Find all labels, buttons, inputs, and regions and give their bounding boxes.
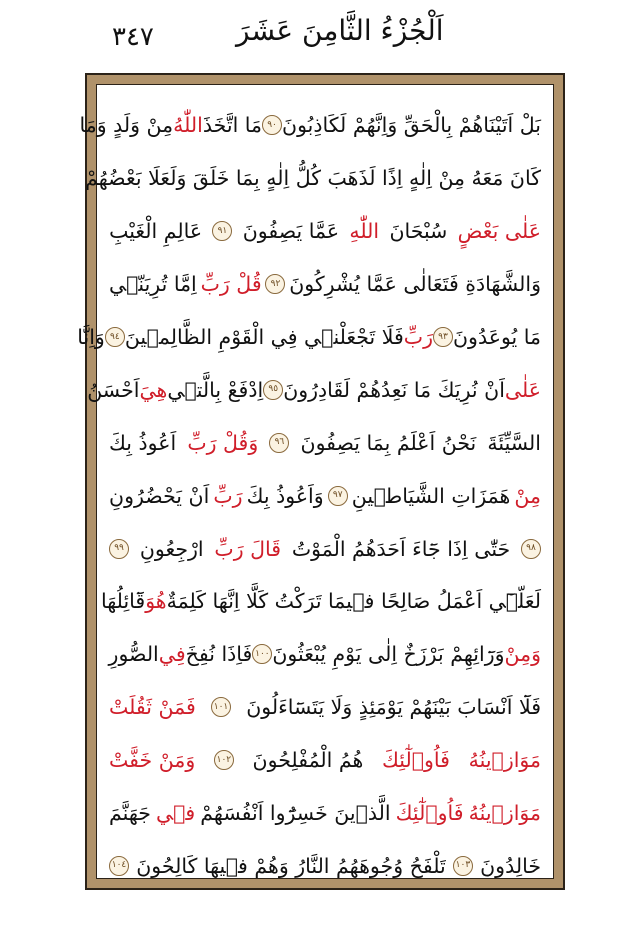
verse-text: السَّيِّئَةَ	[487, 430, 541, 455]
ayah-number-marker: ١٠٤	[109, 856, 129, 876]
verse-line	[109, 734, 541, 787]
verse-text: سُبْحَانَ	[389, 219, 448, 244]
highlighted-text: مَوَاز۪ينُهُ	[468, 801, 541, 826]
verse-text: وَاِنَّا	[77, 325, 105, 349]
page-number: ٣٤٧	[112, 22, 154, 52]
verse-line	[109, 628, 541, 681]
highlighted-text: مَوَاز۪ينُهُ	[468, 748, 541, 773]
verse-text: وَاَعُوذُ بِكَ	[246, 483, 324, 508]
verse-line	[79, 99, 541, 152]
highlighted-text: قُلْ رَبِّ	[200, 272, 262, 297]
verse-text-area	[77, 99, 541, 878]
page-frame-inner	[77, 84, 554, 879]
verse-text: عَمَّا يَصِفُونَ	[242, 219, 340, 244]
highlighted-text: عَلٰى بَعْضٍ	[457, 219, 541, 244]
verse-text: هَمَزَاتِ الشَّيَاط۪ينِ	[351, 483, 511, 508]
verse-line	[109, 469, 541, 522]
verse-text: لَعَلّ۪ٓي اَعْمَلُ صَالِحًا ف۪يمَا تَرَكْتُ كَلَّا اِنَّهَا كَلِمَةٌ	[166, 589, 541, 614]
highlighted-text: هِيَ	[139, 377, 168, 402]
ayah-number-marker: ١٠٣	[453, 856, 473, 876]
ayah-number-marker: ٩٦	[269, 433, 289, 453]
highlighted-text: وَمِنْ	[504, 642, 541, 667]
verse-text: حَتّٰى اِذَا جَٓاءَ اَحَدَهُمُ الْمَوْتُ	[291, 536, 511, 561]
highlighted-text: وَقُلْ رَبِّ	[187, 430, 259, 455]
highlighted-text: وَمَنْ خَفَّتْ	[109, 748, 196, 773]
page-header	[0, 0, 617, 70]
highlighted-text: ف۪ي	[156, 801, 196, 826]
verse-line	[100, 575, 541, 628]
verse-line	[109, 416, 541, 469]
verse-text: اَنْ نُرِيَكَ مَا نَعِدُهُمْ لَقَادِرُونَ	[283, 377, 505, 402]
verse-text: خَالِدُونَ	[480, 853, 541, 878]
verse-text: اَحْسَنُ	[87, 377, 140, 402]
verse-text: وَالشَّهَادَةِ فَتَعَالٰى عَمَّا يُشْرِكُونَ	[289, 272, 541, 297]
verse-text: الَّذ۪ينَ خَسِرُٓوا اَنْفُسَهُمْ	[200, 801, 391, 826]
verse-text: مَا اتَّخَذَ	[202, 113, 263, 138]
verse-line	[109, 787, 541, 840]
verse-line	[85, 152, 541, 205]
verse-text: جَهَنَّمَ	[109, 801, 151, 826]
highlighted-text: هُوَ	[145, 589, 167, 614]
verse-text: بَلْ اَتَيْنَاهُمْ بِالْحَقِّ وَاِنَّهُمْ لَكَاذِبُونَ	[282, 113, 541, 138]
highlighted-text: رَبِّ	[403, 325, 433, 349]
ayah-number-marker: ٩٨	[521, 539, 541, 559]
verse-text: تَلْفَحُ وُجُوهَهُمُ النَّارُ وَهُمْ ف۪يهَا كَالِحُونَ	[136, 853, 446, 878]
ayah-number-marker: ٩٧	[328, 486, 348, 506]
verse-text: اَنْ يَحْضُرُونِ	[109, 483, 210, 508]
verse-text: فَلَٓا اَنْسَابَ بَيْنَهُمْ يَوْمَئِذٍ وَلَا يَتَسَٓاءَلُونَ	[246, 695, 541, 720]
verse-text: اَعُوذُ بِكَ	[109, 430, 177, 455]
ayah-number-marker: ٩٠	[262, 115, 282, 135]
highlighted-text: فَاُو۬لٰٓئِكَ	[395, 801, 464, 826]
verse-text: فَاِذَا نُفِخَ	[185, 642, 253, 667]
verse-text: مِنْ وَلَدٍ وَمَا	[79, 113, 174, 138]
highlighted-text: فَمَنْ ثَقُلَتْ	[109, 695, 196, 720]
ayah-number-marker: ٩٤	[105, 327, 125, 347]
highlighted-text: رَبِّ	[213, 483, 243, 508]
verse-text: فَلَا تَجْعَلْن۪ي فِي الْقَوْمِ الظَّالِم۪ينَ	[124, 325, 404, 349]
ayah-number-marker: ٩١	[212, 221, 232, 241]
verse-line	[109, 681, 541, 734]
verse-text: قَٓائِلُهَا	[100, 589, 146, 614]
highlighted-text: عَلٰى	[504, 377, 541, 402]
verse-text: هُمُ الْمُفْلِحُونَ	[252, 748, 364, 773]
highlighted-text: اللّٰهِ	[349, 219, 380, 244]
verse-text: نَحْنُ اَعْلَمُ بِمَا يَصِفُونَ	[300, 430, 477, 455]
verse-line	[109, 522, 541, 575]
highlighted-text: فِي	[158, 642, 186, 667]
ayah-number-marker: ٩٩	[109, 539, 129, 559]
verse-text: اِدْفَعْ بِالَّت۪ي	[167, 377, 264, 402]
verse-line	[87, 363, 541, 416]
verse-line	[109, 205, 541, 258]
verse-text: اِمَّا تُرِيَنّ۪ي	[109, 272, 197, 297]
highlighted-text: مِنْ	[514, 483, 541, 508]
verse-text: مَا يُوعَدُونَ	[453, 325, 541, 349]
page-frame	[77, 73, 565, 890]
verse-text: ارْجِعُونِ	[139, 536, 204, 561]
verse-line	[109, 258, 541, 311]
highlighted-text: فَاُو۬لٰٓئِكَ	[382, 748, 450, 773]
verse-text: وَرَٓائِهِمْ بَرْزَخٌ اِلٰى يَوْمِ يُبْعَثُونَ	[272, 642, 505, 667]
highlighted-text: اللّٰهُ	[173, 113, 203, 138]
ayah-number-marker: ١٠٠	[252, 644, 272, 664]
ayah-number-marker: ٩٢	[265, 274, 285, 294]
verse-text: عَالِمِ الْغَيْبِ	[109, 219, 203, 244]
ayah-number-marker: ٩٥	[263, 380, 283, 400]
ayah-number-marker: ١٠١	[211, 697, 231, 717]
juz-title: اَلْجُزْءُ الثَّامِنَ عَشَرَ	[236, 14, 444, 47]
ayah-number-marker: ١٠٢	[214, 750, 234, 770]
ayah-number-marker: ٩٣	[433, 327, 453, 347]
verse-text: الصُّورِ	[108, 642, 159, 667]
verse-line	[109, 839, 541, 892]
highlighted-text: قَالَ رَبِّ	[214, 536, 282, 561]
verse-text: كَانَ مَعَهُ مِنْ اِلٰهٍ اِذًا لَذَهَبَ كُلُّ اِلٰهٍ بِمَا خَلَقَ وَلَعَلَا بَعْضُهُمْ	[85, 166, 541, 191]
verse-line	[77, 311, 541, 364]
